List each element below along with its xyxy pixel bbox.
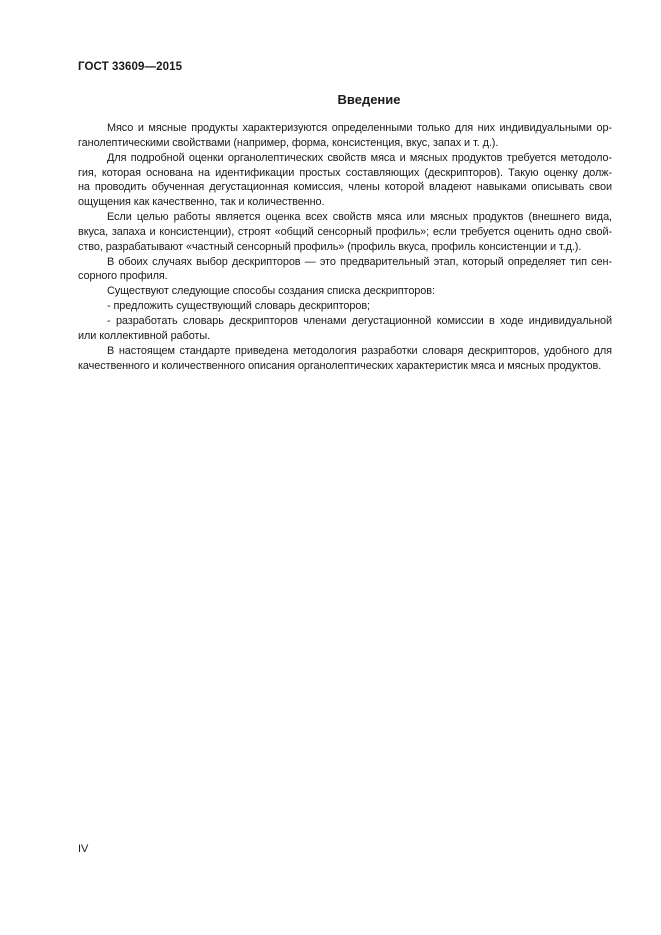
paragraph: [78, 121, 612, 151]
paragraph: [78, 344, 612, 374]
text-line: качественного и количественного описания органолептических характеристик мяса и мясных продуктов.: [78, 359, 602, 372]
paragraph: [78, 299, 612, 314]
text-line: гия, которая основана на идентификации простых составляющих (дескрипторов). Такую оценку долж-: [78, 166, 612, 179]
text-line: Если целью работы является оценка всех свойств мяса или мясных продуктов (внешнего вида,: [107, 211, 612, 224]
text-line: сорного профиля.: [78, 270, 168, 283]
section-title: Введение: [337, 92, 401, 107]
text-line: ство, разрабатывают «частный сенсорный профиль» (профиль вкуса, профиль консистенции и т.д.).: [78, 240, 582, 253]
standard-code-header: ГОСТ 33609—2015: [78, 61, 183, 73]
paragraph: [78, 210, 612, 255]
text-line: Существуют следующие способы создания списка дескрипторов:: [107, 285, 435, 298]
text-line: В обоих случаях выбор дескрипторов — это предварительный этап, который определяет тип сен-: [107, 255, 612, 268]
text-line: вкуса, запаха и консистенции), строят «общий сенсорный профиль»; если требуется оценить одно свой-: [78, 225, 612, 238]
text-line: В настоящем стандарте приведена методология разработки словаря дескрипторов, удобного для: [107, 344, 612, 357]
text-line: Для подробной оценки органолептических свойств мяса и мясных продуктов требуется методоло-: [107, 151, 612, 164]
text-line: Мясо и мясные продукты характеризуются определенными только для них индивидуальными ор-: [107, 122, 612, 134]
text-line: на проводить обученная дегустационная комиссия, члены которой владеют навыками описывать свои: [78, 181, 612, 194]
page-number: IV: [78, 843, 89, 855]
text-line: - разработать словарь дескрипторов членами дегустационной комиссии в ходе индивидуальной: [107, 314, 612, 327]
paragraph: [78, 255, 612, 285]
text-line: ощущения как качественно, так и количественно.: [78, 196, 325, 209]
paragraph: [78, 314, 612, 344]
paragraph: [78, 284, 612, 299]
text-line: - предложить существующий словарь дескрипторов;: [107, 300, 370, 313]
text-line: или коллективной работы.: [78, 329, 211, 342]
paragraph: [78, 151, 612, 210]
text-line: ганолептическими свойствами (например, форма, консистенция, вкус, запах и т. д.).: [78, 136, 499, 149]
introduction-body: [78, 121, 612, 373]
